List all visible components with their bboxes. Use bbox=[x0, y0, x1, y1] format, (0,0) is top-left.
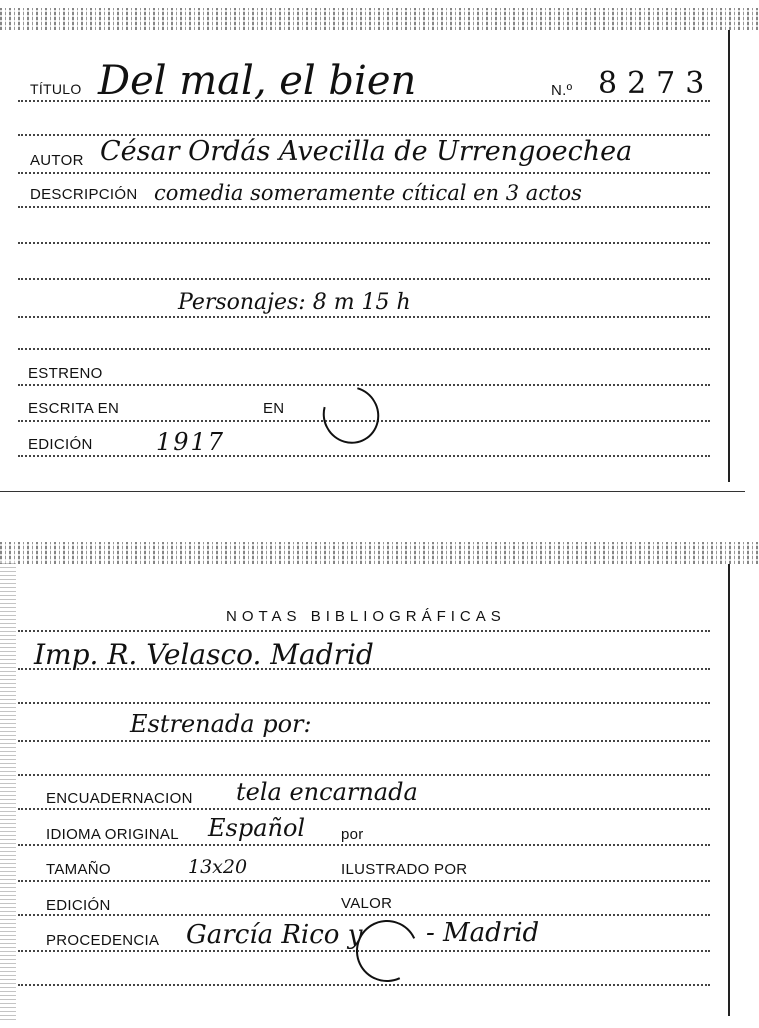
descripcion-value: comedia someramente cítical en 3 actos bbox=[154, 181, 582, 205]
rule-line bbox=[18, 844, 710, 846]
rule-line bbox=[18, 702, 710, 704]
scan-noise-top bbox=[0, 8, 759, 30]
encuadernacion-value: tela encarnada bbox=[236, 778, 418, 806]
edicion-label-2: EDICIÓN bbox=[46, 897, 111, 914]
rule-line bbox=[18, 455, 710, 457]
tamano-label: TAMAÑO bbox=[46, 861, 111, 878]
edicion-value: 1917 bbox=[156, 428, 226, 456]
numero-value: 8273 bbox=[598, 66, 715, 101]
titulo-value: Del mal, el bien bbox=[98, 58, 417, 104]
rule-line bbox=[18, 278, 710, 280]
tamano-value: 13x20 bbox=[188, 856, 248, 878]
card-separator bbox=[0, 491, 745, 492]
autor-label: AUTOR bbox=[30, 152, 84, 169]
rule-line bbox=[18, 384, 710, 386]
estreno-label: ESTRENO bbox=[28, 365, 103, 382]
edicion-label: EDICIÓN bbox=[28, 436, 93, 453]
scan-noise-bottom bbox=[0, 542, 759, 564]
imprenta-value: Imp. R. Velasco. Madrid bbox=[34, 638, 374, 671]
procedencia-place: - Madrid bbox=[426, 918, 540, 948]
numero-label: N.º bbox=[551, 82, 573, 99]
rule-line bbox=[18, 206, 710, 208]
rule-line bbox=[18, 242, 710, 244]
rule-line bbox=[18, 172, 710, 174]
procedencia-label: PROCEDENCIA bbox=[46, 932, 160, 949]
idioma-label: IDIOMA ORIGINAL bbox=[46, 826, 179, 843]
rule-line bbox=[18, 740, 710, 742]
descripcion-label: DESCRIPCIÓN bbox=[30, 186, 138, 203]
rule-line bbox=[18, 316, 710, 318]
escrita-label: ESCRITA EN bbox=[28, 400, 120, 417]
ilustrado-label: ILUSTRADO POR bbox=[341, 861, 468, 878]
rule-line bbox=[18, 630, 710, 632]
rule-line bbox=[18, 880, 710, 882]
por-label: por bbox=[341, 826, 364, 843]
valor-label: VALOR bbox=[341, 895, 393, 912]
autor-value: César Ordás Avecilla de Urrengoechea bbox=[100, 136, 633, 167]
rule-line bbox=[18, 914, 710, 916]
encuadernacion-label: ENCUADERNACION bbox=[46, 790, 193, 807]
rule-line bbox=[18, 774, 710, 776]
rule-line bbox=[18, 984, 710, 986]
en-label: EN bbox=[263, 400, 285, 417]
titulo-label: TÍTULO bbox=[30, 81, 82, 97]
notas-heading: NOTAS BIBLIOGRÁFICAS bbox=[226, 608, 506, 625]
idioma-value: Español bbox=[208, 814, 306, 842]
procedencia-value: García Rico y bbox=[186, 920, 363, 950]
estrenada-value: Estrenada por: bbox=[130, 710, 312, 738]
personajes-value: Personajes: 8 m 15 h bbox=[178, 290, 411, 315]
rule-line bbox=[18, 808, 710, 810]
rule-line bbox=[18, 348, 710, 350]
